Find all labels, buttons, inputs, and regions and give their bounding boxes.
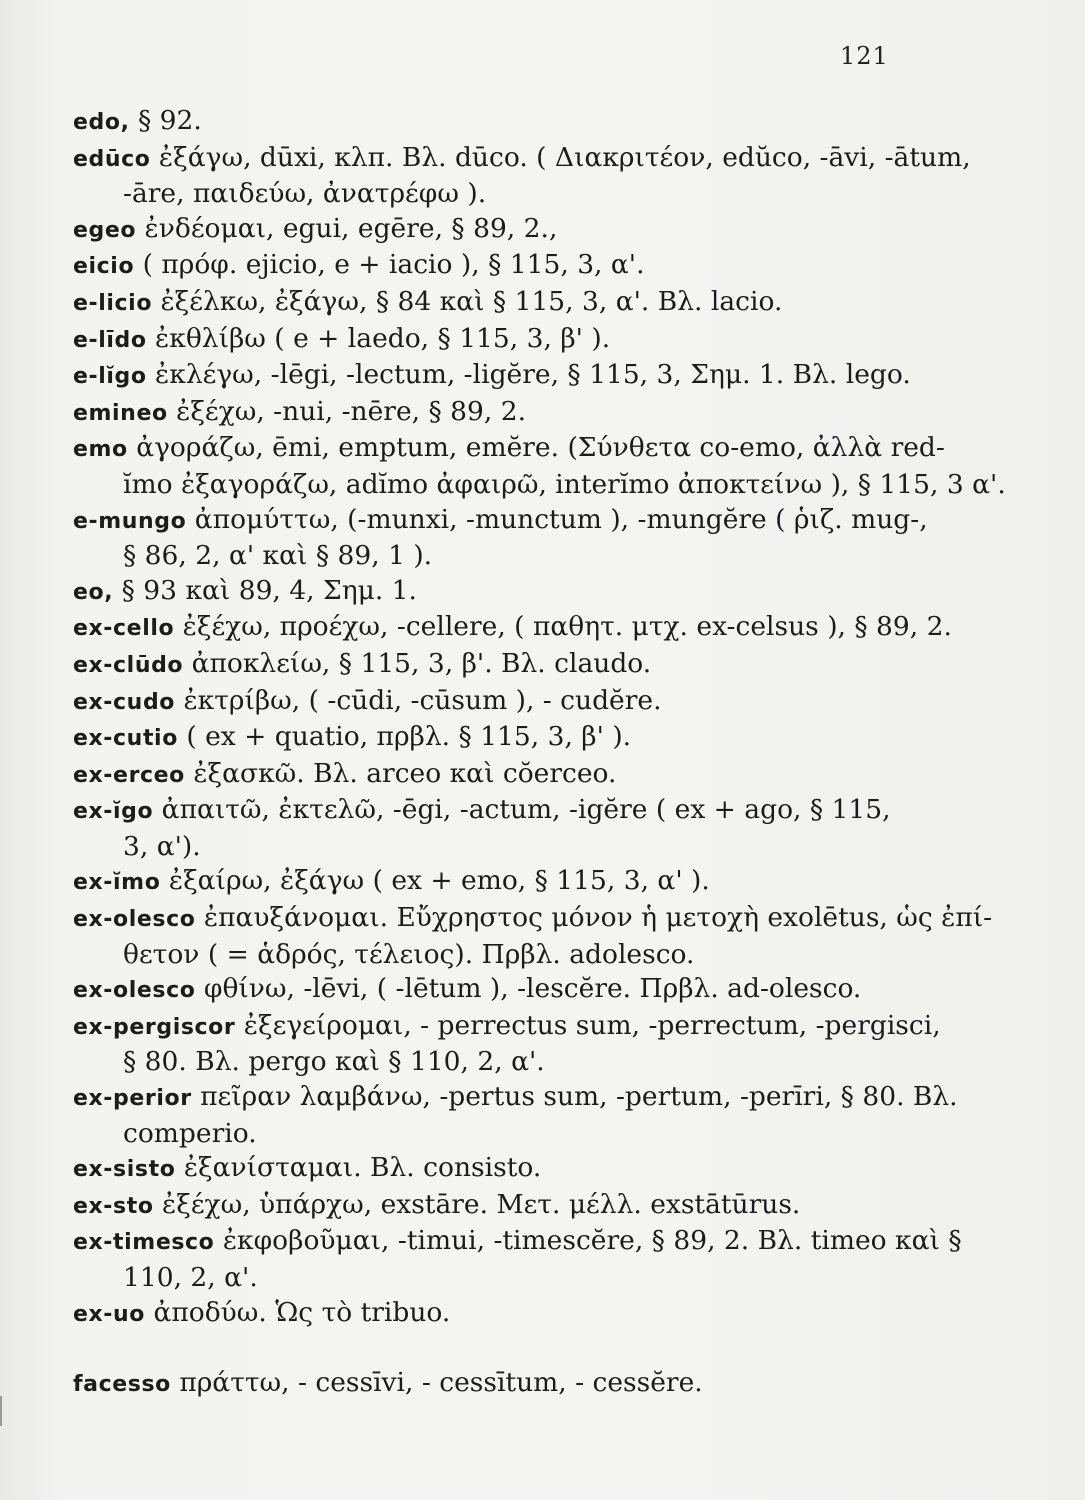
definition: πεῖραν λαμβάνω, -pertus sum, -pertum, -perīri, § 80. Βλ. (191, 1081, 958, 1113)
headword: ex-olesco (73, 907, 196, 933)
dictionary-entry (73, 864, 913, 901)
headword: ex-cudo (73, 689, 176, 715)
definition: ( πρόφ. ejicio, e + iacio ), § 115, 3, α'. (134, 249, 645, 281)
definition-continuation: § 86, 2, α' καὶ § 89, 1 ). (123, 540, 433, 572)
dictionary-entry (73, 1188, 913, 1225)
definition: ἐκφοβοῦμαι, -timui, -timescĕre, § 89, 2. Βλ. timeo καὶ § (214, 1225, 962, 1257)
dictionary-entry (73, 1151, 913, 1188)
dictionary-entry (73, 104, 913, 141)
definition: ἐξέλκω, ἐξάγω, § 84 καὶ § 115, 3, α'. Βλ. lacio. (152, 285, 783, 317)
definition: ἐξέχω, προέχω, -cellere, ( παθητ. μτχ. ex-celsus ), § 89, 2. (174, 611, 952, 643)
headword: ex-cello (73, 616, 175, 642)
definition: ἀποδύω. Ὡς τὸ tribuo. (145, 1296, 451, 1328)
definition: πράττω, - cessīvi, - cessītum, - cessĕre. (170, 1367, 703, 1399)
dictionary-entry (73, 1080, 958, 1151)
dictionary-entry (73, 322, 913, 359)
definition: ἐξέχω, -nui, -nēre, § 89, 2. (167, 395, 527, 427)
definition: ἐξασκῶ. Βλ. arceo καὶ cŏerceo. (184, 757, 617, 789)
headword: ex-cutio (73, 726, 178, 752)
headword: ex-clūdo (73, 652, 184, 678)
dictionary-entry (73, 503, 928, 574)
page-number: 121 (840, 42, 889, 70)
margin-mark (0, 1396, 8, 1426)
headword: ex-olesco (73, 978, 196, 1004)
headword: ex-perior (73, 1086, 192, 1112)
dictionary-entry (73, 720, 913, 757)
definition-continuation: θετον ( = ἁδρός, τέλειος). Πρβλ. adolesco. (123, 938, 695, 970)
headword: ex-uo (73, 1301, 146, 1327)
dictionary-entry (73, 793, 913, 864)
definition: ἀπομύττω, (-munxi, -munctum ), -mungĕre ( ῥιζ. mug-, (186, 503, 928, 535)
dictionary-entry (73, 972, 913, 1009)
dictionary-entry (73, 684, 913, 721)
headword: eicio (73, 254, 135, 280)
headword: e-licio (73, 290, 153, 316)
definition: ἐξάγω, dūxi, κλπ. Βλ. dūco. ( Διακριτέον, edŭco, -āvi, -ātum, (150, 141, 971, 173)
dictionary-entry (73, 212, 913, 249)
definition: ( ex + quatio, πρβλ. § 115, 3, β' ). (177, 721, 632, 753)
definition-continuation: comperio. (123, 1117, 257, 1149)
dictionary-entry (73, 647, 913, 684)
headword: emineo (73, 400, 168, 426)
headword: ex-ĭmo (73, 870, 161, 896)
headword: edūco (73, 146, 151, 172)
definition: ἀπαιτῶ, ἐκτελῶ, -ēgi, -actum, -igĕre ( ex + ago, § 115, (153, 794, 891, 826)
dictionary-entry (73, 757, 913, 794)
headword: ex-sto (73, 1193, 154, 1219)
headword: eo, (73, 579, 114, 605)
headword: e-līdo (73, 327, 147, 353)
headword: ex-timesco (73, 1230, 215, 1256)
definition: ἐπαυξάνομαι. Εὔχρηστος μόνον ἡ μετοχὴ exolētus, ὡς ἐπί- (195, 902, 993, 934)
definition: ἐνδέομαι, egui, egēre, § 89, 2., (136, 212, 558, 244)
headword: facesso (73, 1372, 171, 1398)
definition-continuation: -āre, παιδεύω, ἀνατρέφω ). (123, 178, 487, 210)
dictionary-entry (73, 141, 971, 212)
dictionary-entry (73, 610, 952, 647)
definition: § 92. (129, 105, 202, 136)
dictionary-entry (73, 574, 913, 611)
definition: ἐκθλίβω ( e + laedo, § 115, 3, β' ). (146, 322, 611, 354)
definition-continuation: 3, α'). (123, 830, 201, 862)
definition-continuation: 110, 2, α'. (123, 1262, 258, 1293)
definition: φθίνω, -lēvi, ( -lētum ), -lescĕre. Πρβλ. ad-olesco. (195, 973, 862, 1005)
dictionary-entries (0, 104, 1085, 1403)
dictionary-entry (73, 248, 913, 285)
headword: ex-ĭgo (73, 799, 154, 825)
dictionary-entry (73, 358, 913, 395)
headword: e-lĭgo (73, 364, 147, 390)
dictionary-entry (73, 395, 913, 432)
dictionary-entry (73, 1296, 913, 1333)
definition: ἀγοράζω, ēmi, emptum, emĕre. (Σύνθετα co-emo, ἀλλὰ red- (127, 432, 945, 464)
definition: ἐξαίρω, ἐξάγω ( ex + emo, § 115, 3, α' ). (160, 865, 710, 897)
headword: e-mungo (73, 508, 187, 534)
dictionary-entry (73, 1366, 913, 1403)
headword: ex-erceo (73, 762, 185, 788)
headword: ex-sisto (73, 1157, 176, 1183)
headword: edo, (73, 110, 130, 135)
definition: ἐξανίσταμαι. Βλ. consisto. (175, 1152, 542, 1184)
dictionary-entry (73, 901, 993, 972)
headword: emo (73, 437, 128, 463)
definition-continuation: § 80. Βλ. pergo καὶ § 110, 2, α'. (123, 1046, 545, 1078)
definition: ἐξέχω, ὑπάρχω, exstāre. Μετ. μέλλ. exstātūrus. (153, 1188, 801, 1220)
definition: ἀποκλείω, § 115, 3, β'. Βλ. claudo. (183, 647, 652, 679)
headword: egeo (73, 217, 137, 243)
definition: § 93 καὶ 89, 4, Σημ. 1. (113, 574, 417, 606)
definition-continuation: ĭmo ἐξαγοράζω, adĭmo ἀφαιρῶ, interĭmo ἀποκτείνω ), § 115, 3 α'. (123, 468, 1006, 500)
definition: ἐκτρίβω, ( -cūdi, -cūsum ), - cudĕre. (175, 684, 662, 716)
definition: ἐκλέγω, -lēgi, -lectum, -ligĕre, § 115, 3, Σημ. 1. Βλ. lego. (146, 359, 911, 391)
headword: ex-pergiscor (73, 1014, 236, 1040)
dictionary-entry (73, 1009, 941, 1080)
dictionary-entry (73, 431, 1006, 502)
dictionary-entry (73, 1224, 962, 1295)
definition: ἐξεγείρομαι, - perrectus sum, -perrectum, -pergisci, (235, 1009, 941, 1041)
dictionary-entry (73, 285, 913, 322)
section-gap (0, 1332, 1085, 1366)
